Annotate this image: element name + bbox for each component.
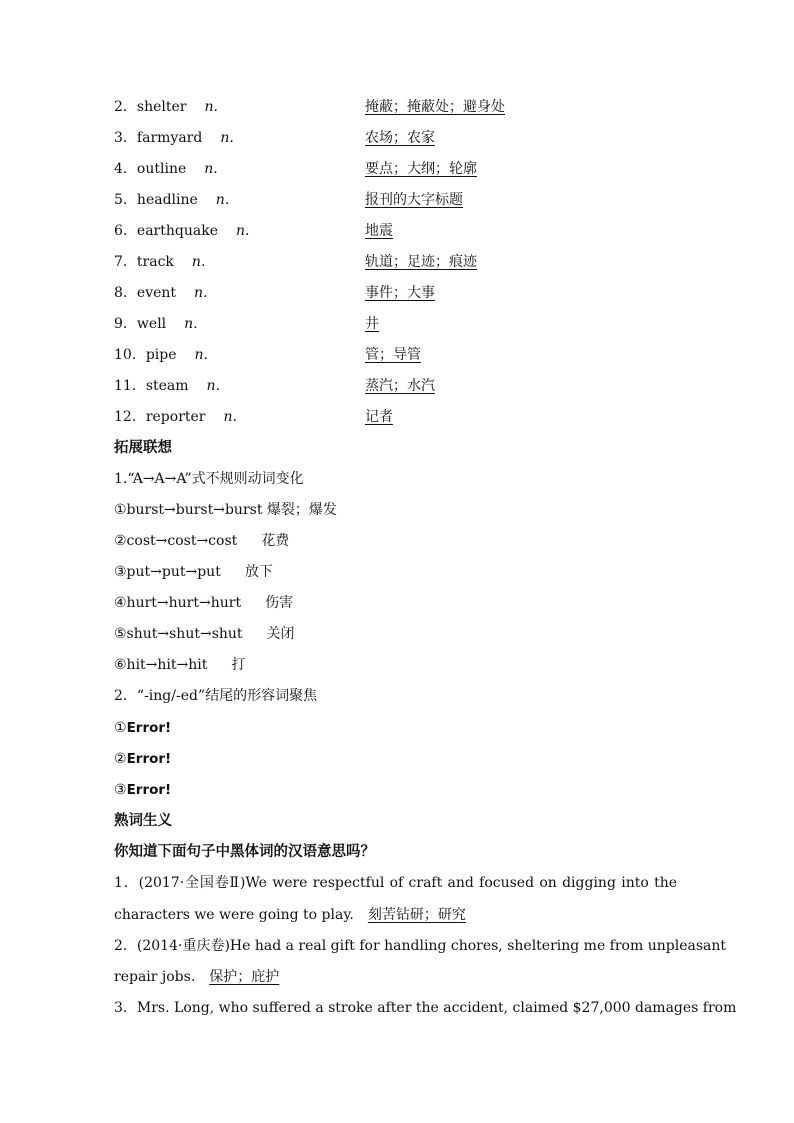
vocab-pos: n.	[204, 99, 218, 115]
section-heading-familiar: 熟词生义	[114, 813, 172, 829]
error-row	[114, 718, 171, 738]
vocab-item	[114, 314, 674, 334]
error-row	[114, 749, 171, 769]
vocab-meaning: 要点；大纲；轮廓	[365, 161, 477, 177]
vocab-word: farmyard	[136, 130, 203, 146]
vocab-word: reporter	[145, 409, 206, 425]
sentence-text: repair jobs.	[114, 969, 196, 985]
vocab-number: 11．	[114, 378, 146, 394]
section-heading-expand: 拓展联想	[114, 440, 172, 456]
vocab-item	[114, 407, 674, 427]
vocab-pos: n.	[223, 409, 237, 425]
verb-meaning: 打	[231, 657, 246, 673]
vocab-meaning: 地震	[365, 223, 393, 239]
vocab-item	[114, 283, 674, 303]
vocab-number: 2．	[114, 99, 137, 115]
vocab-word: headline	[136, 192, 198, 208]
vocab-word: earthquake	[136, 223, 218, 239]
verb-form-row	[114, 531, 289, 551]
circle-number: ②	[114, 751, 127, 767]
vocab-number: 12．	[114, 409, 146, 425]
vocab-pos: n.	[204, 161, 218, 177]
vocab-meaning: 管；导管	[365, 347, 421, 363]
circle-number: ①	[114, 720, 127, 736]
vocab-pos: n.	[194, 285, 208, 301]
vocab-item	[114, 252, 674, 272]
verb-form-row	[114, 500, 337, 520]
vocab-item	[114, 159, 674, 179]
vocab-word: pipe	[145, 347, 177, 363]
vocab-number: 3．	[114, 130, 137, 146]
verb-form-row	[114, 593, 293, 613]
vocab-word: steam	[145, 378, 189, 394]
verb-forms: ②cost→cost→cost	[114, 533, 238, 549]
verb-forms: ⑤shut→shut→shut	[114, 626, 243, 642]
circle-number: ③	[114, 782, 127, 798]
vocab-meaning: 记者	[365, 409, 393, 425]
vocab-meaning: 农场；农家	[365, 130, 435, 146]
vocab-pos: n.	[194, 347, 208, 363]
error-text: Error!	[126, 782, 172, 798]
vocab-word: track	[136, 254, 174, 270]
error-text: Error!	[126, 751, 172, 767]
vocab-item	[114, 97, 674, 117]
vocab-pos: n.	[184, 316, 198, 332]
answer-text: 刻苦钻研；研究	[367, 907, 466, 923]
vocab-pos: n.	[206, 378, 221, 394]
verb-meaning: 爆裂；爆发	[266, 502, 337, 518]
sentence-line: 2．(2014·重庆卷)He had a real gift for handling chores, sheltering me from unpleasant	[114, 938, 726, 954]
vocab-pos: n.	[235, 223, 250, 239]
sentence-line	[114, 905, 466, 925]
vocab-item	[114, 128, 674, 148]
verb-meaning: 关闭	[266, 626, 295, 642]
vocab-number: 7．	[114, 254, 137, 270]
vocab-pos: n.	[191, 254, 206, 270]
vocab-meaning: 蒸汽；水汽	[365, 378, 435, 394]
vocab-number: 5．	[114, 192, 137, 208]
verb-meaning: 花费	[261, 533, 290, 549]
sentence-line: 3．Mrs. Long, who suffered a stroke after the accident, claimed $27,000 damages from	[114, 1000, 737, 1016]
subheading-irregular-verbs: 1.“A→A→A”式不规则动词变化	[114, 471, 304, 487]
vocab-meaning: 掩蔽；掩蔽处；避身处	[365, 99, 505, 115]
vocab-item	[114, 190, 674, 210]
vocab-pos: n.	[220, 130, 234, 146]
vocab-meaning: 报刊的大字标题	[365, 192, 463, 208]
question-prompt: 你知道下面句子中黑体词的汉语意思吗？	[114, 844, 375, 860]
vocab-word: event	[136, 285, 177, 301]
verb-forms: ④hurt→hurt→hurt	[114, 595, 242, 611]
subheading-adjectives: 2．“-ing/-ed”结尾的形容词聚焦	[114, 688, 318, 704]
answer-text: 保护；庇护	[209, 969, 280, 985]
error-row	[114, 780, 171, 800]
verb-forms: ③put→put→put	[114, 564, 221, 580]
vocab-meaning: 事件；大事	[365, 285, 435, 301]
vocab-word: shelter	[136, 99, 187, 115]
vocab-number: 10．	[114, 347, 146, 363]
verb-meaning: 放下	[244, 564, 273, 580]
verb-forms: ①burst→burst→burst	[114, 502, 263, 518]
sentence-line: 1．(2017·全国卷Ⅱ)We were respectful of craft and focused on digging into the	[114, 875, 677, 891]
sentence-line	[114, 967, 279, 987]
verb-form-row	[114, 655, 245, 675]
vocab-number: 9．	[114, 316, 137, 332]
verb-form-row	[114, 562, 273, 582]
vocab-item	[114, 221, 674, 241]
vocab-item	[114, 345, 674, 365]
verb-meaning: 伤害	[265, 595, 294, 611]
vocab-word: outline	[136, 161, 187, 177]
vocab-pos: n.	[215, 192, 230, 208]
vocab-number: 4．	[114, 161, 137, 177]
vocab-item	[114, 376, 674, 396]
sentence-text: characters we were going to play.	[114, 907, 354, 923]
vocab-meaning: 井	[365, 316, 379, 332]
error-text: Error!	[126, 720, 172, 736]
verb-forms: ⑥hit→hit→hit	[114, 657, 208, 673]
vocab-word: well	[136, 316, 167, 332]
vocab-number: 8．	[114, 285, 137, 301]
verb-form-row	[114, 624, 295, 644]
vocab-meaning: 轨道；足迹；痕迹	[365, 254, 477, 270]
vocab-number: 6．	[114, 223, 137, 239]
